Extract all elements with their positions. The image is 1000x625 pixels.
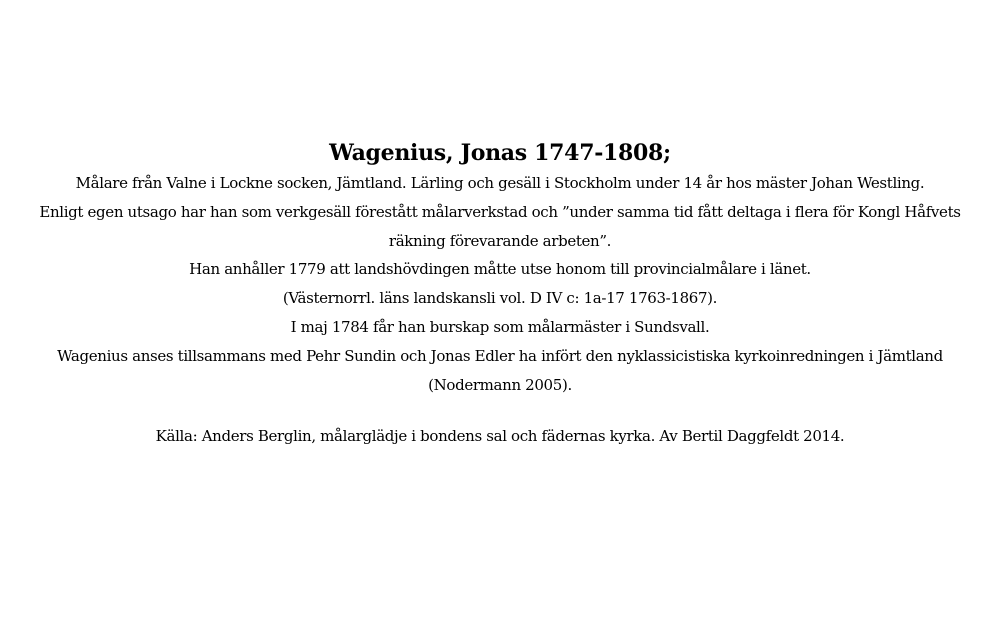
biography-line-3: räkning förevarande arbeten”. [388,231,612,250]
biography-line-5: (Västernorrl. läns landskansli vol. D IV c: 1a-17 1763-1867). [282,289,718,308]
biography-line-4: Han anhåller 1779 att landshövdingen måtte utse honom till provincialmålare i länet. [189,260,811,279]
biography-title: Wagenius, Jonas 1747-1808; [329,140,671,166]
biography-line-7: Wagenius anses tillsammans med Pehr Sundin och Jonas Edler ha infört den nyklassicistiska kyrkoinredningen i Jämtland [57,346,943,365]
biography-line-8: (Nodermann 2005). [428,375,572,394]
source-citation: Källa: Anders Berglin, målarglädje i bondens sal och fädernas kyrka. Av Bertil Daggfeldt 2014. [155,427,845,446]
biography-line-6: I maj 1784 får han burskap som målarmäster i Sundsvall. [290,317,710,336]
biography-text-block [30,138,970,451]
biography-line-1: Målare från Valne i Lockne socken, Jämtland. Lärling och gesäll i Stockholm under 14 år hos mäster Johan Westling. [75,174,925,192]
biography-line-2: Enligt egen utsago har han som verkgesäll förestått målarverkstad och ”under samma tid fått deltaga i flera för Kongl Håfvets [39,202,961,221]
